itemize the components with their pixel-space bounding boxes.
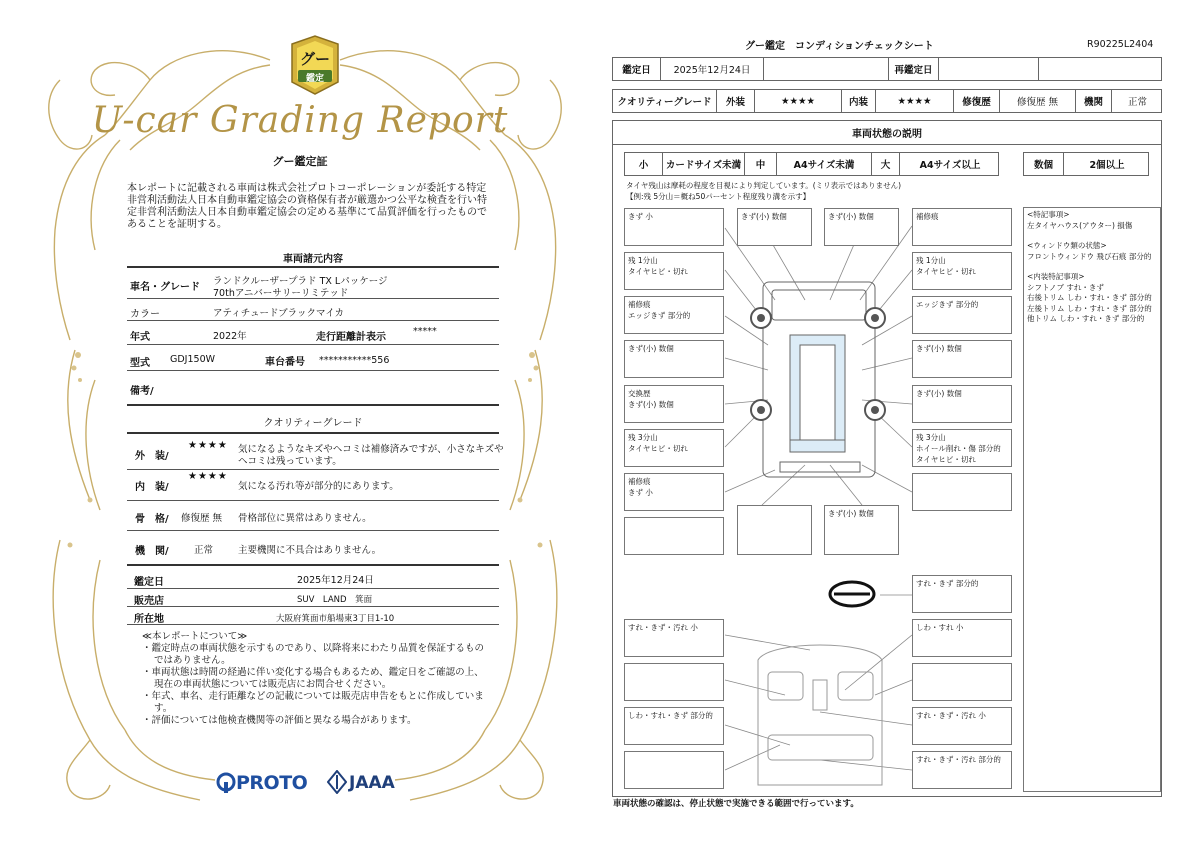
inspection-date-value: 2025年12月24日 <box>661 58 764 80</box>
damage-box <box>624 296 724 334</box>
notes-line: 左タイヤハウス(アウター) 損傷 <box>1027 220 1133 230</box>
damage-text: きず(小) 数個 <box>628 400 674 409</box>
shop-label: 販売店 <box>134 596 164 607</box>
damage-box <box>624 252 724 290</box>
frame-label: 骨 格/ <box>135 514 169 525</box>
interior-label: 内装 <box>842 90 876 112</box>
divider <box>127 500 499 501</box>
damage-box: きず(小) 数個 <box>737 208 812 246</box>
inspection-date-label: 鑑定日 <box>134 577 164 588</box>
notes-heading: <特記事項> <box>1027 210 1070 219</box>
damage-text: 補修痕 <box>628 477 651 486</box>
jaaa-logo-text: JAAA <box>349 773 395 793</box>
chassis-value: ***********556 <box>319 355 390 366</box>
exterior-stars: ★★★★ <box>188 440 228 451</box>
damage-text: エッジきず 部分的 <box>628 311 691 320</box>
legend-count-text: 2個以上 <box>1089 160 1125 171</box>
chassis-label: 車台番号 <box>265 357 305 368</box>
interior-stars: ★★★★ <box>876 90 954 112</box>
damage-text: 交換歴 <box>628 389 651 398</box>
notes-heading: <内装特記事項> <box>1027 272 1085 281</box>
divider <box>127 370 499 371</box>
interior-stars: ★★★★ <box>188 471 228 482</box>
legend-medium: 中 <box>745 153 777 175</box>
divider <box>127 298 499 299</box>
model-label: 型式 <box>130 358 150 369</box>
steering-wheel-icon <box>830 582 874 606</box>
model-value: GDJ150W <box>170 354 216 365</box>
interior-label: 内 装/ <box>135 482 169 493</box>
spacer <box>1027 262 1157 272</box>
damage-box <box>912 429 1012 467</box>
inspection-date-label: 鑑定日 <box>613 58 661 80</box>
report-script-title: U-car Grading Report <box>91 100 509 141</box>
goo-kantei-badge <box>288 34 342 96</box>
divider <box>127 588 499 589</box>
name-grade-value-line1: ランドクルーザープラド TX Lパッケージ <box>213 276 388 287</box>
condition-check-sheet <box>600 0 1200 848</box>
year-value: 2022年 <box>213 331 247 342</box>
engine-value: 正常 <box>1127 97 1147 108</box>
interior-box: すれ・きず 部分的 <box>912 575 1012 613</box>
divider <box>127 564 499 566</box>
grade-section-title: クオリティーグレード <box>263 418 363 429</box>
damage-box <box>912 473 1012 511</box>
damage-box: きず(小) 数個 <box>912 340 1012 378</box>
damage-box: きず(小) 数個 <box>912 385 1012 423</box>
shop-value: SUV LAND 箕面 <box>297 595 373 605</box>
repair-history-value: 修復歴 無 <box>1000 90 1076 112</box>
damage-box: きず(小) 数個 <box>824 505 899 555</box>
engine-value: 正常 <box>194 545 214 556</box>
damage-box <box>737 505 812 555</box>
exterior-text-line1: 気になるようなキズやヘコミは補修済みですが、小さなキズや <box>238 444 504 455</box>
damage-text: タイヤヒビ・切れ <box>628 444 688 453</box>
sheet-footer-note: 車両状態の確認は、停止状態で実施できる範囲で行っています。 <box>613 799 859 809</box>
inspection-date-value: 2025年12月24日 <box>297 575 374 586</box>
interior-text: 気になる汚れ等が部分的にあります。 <box>238 481 399 492</box>
exterior-stars: ★★★★ <box>755 90 842 112</box>
interior-box: しわ・すれ・きず 部分的 <box>624 707 724 745</box>
damage-text: タイヤヒビ・切れ <box>916 267 976 276</box>
proto-mark-icon <box>216 772 236 794</box>
color-label: カラー <box>130 309 160 320</box>
damage-text: 残 1分山 <box>916 256 946 265</box>
note-item: ・評価については他検査機関等の評価と異なる場合があります。 <box>142 715 417 726</box>
vehicle-condition-title: 車両状態の説明 <box>612 120 1162 145</box>
damage-box <box>912 252 1012 290</box>
car-interior-icon <box>758 645 882 785</box>
notes-line: シフトノブ すれ・きず <box>1027 282 1104 292</box>
address-value: 大阪府箕面市船場東3丁目1-10 <box>276 614 395 624</box>
damage-text: 残 3分山 <box>628 433 658 442</box>
divider <box>127 432 499 434</box>
tire-note-1: タイヤ残山は摩耗の程度を目視により判定しています。(ミリ表示ではありません) <box>626 181 902 190</box>
exterior-text-line2: ヘコミは残っています。 <box>238 456 342 467</box>
intro-paragraph: 本レポートに記載される車両は株式会社プロトコーポレーションが委託する特定非営利活動法人日本自動車鑑定協会の資格保有者が厳選かつ公平な検査を行い特定非営利活動法人日本自動車鑑定協会の定める基準にて品質評価を行ったものであることを証明する。 <box>127 183 487 230</box>
damage-text: ホイール削れ・傷 部分的 <box>916 444 1001 453</box>
engine-label: 機関 <box>1076 90 1112 112</box>
damage-text: タイヤヒビ・切れ <box>916 455 976 464</box>
legend-medium-text: A4サイズ未満 <box>777 153 872 175</box>
divider <box>127 404 499 406</box>
divider <box>127 469 499 470</box>
damage-box: きず 小 <box>624 208 724 246</box>
spec-section-title: 車両諸元内容 <box>283 254 343 265</box>
interior-box: しわ・すれ 小 <box>912 619 1012 657</box>
remarks-label: 備考/ <box>130 386 154 397</box>
damage-box: きず(小) 数個 <box>624 340 724 378</box>
certificate-title: グー鑑定証 <box>272 155 328 168</box>
note-item: ・鑑定時点の車両状態を示すものであり、以降将来にわたり品質を保証するものではありません。 <box>142 643 485 666</box>
repair-history-label: 修復歴 <box>954 90 1000 112</box>
car-top-view-icon <box>763 282 875 477</box>
divider <box>127 344 499 345</box>
badge-top-text: グー <box>299 50 330 68</box>
notes-line: 右後トリム しわ・すれ・きず 部分的 <box>1027 293 1152 302</box>
note-item: ・車両状態は時間の経過に伴い変化する場合もあるため、鑑定日をご確認の上、現在の車両状態については販売店にお問合せください。 <box>142 667 484 690</box>
damage-text: タイヤヒビ・切れ <box>628 267 688 276</box>
address-label: 所在地 <box>134 614 164 625</box>
mileage-value: ***** <box>413 326 437 337</box>
damage-box: 補修痕 <box>912 208 1012 246</box>
interior-box <box>624 751 724 789</box>
interior-box <box>624 663 724 701</box>
year-label: 年式 <box>130 332 150 343</box>
divider <box>127 266 499 268</box>
spacer <box>1027 231 1157 241</box>
frame-text: 骨格部位に異常はありません。 <box>238 513 372 524</box>
damage-text: きず 小 <box>628 488 653 497</box>
jaaa-mark-icon <box>327 770 347 794</box>
exterior-label: 外装 <box>717 90 755 112</box>
notes-line: 左後トリム しわ・すれ・きず 部分的 <box>1027 303 1152 313</box>
damage-text: 残 3分山 <box>916 433 946 442</box>
legend-large-text: A4サイズ以上 <box>919 160 981 171</box>
exterior-label: 外 装/ <box>135 451 169 462</box>
report-notes <box>142 631 492 727</box>
frame-value: 修復歴 無 <box>181 513 223 524</box>
damage-text: 補修痕 <box>628 300 651 309</box>
reinspection-date-label: 再鑑定日 <box>889 58 939 80</box>
divider <box>127 606 499 607</box>
legend-large: 大 <box>872 153 900 175</box>
proto-logo-text: PROTO <box>236 772 308 794</box>
damage-box <box>624 517 724 555</box>
legend-small: 小 <box>625 153 663 175</box>
damage-box: きず(小) 数個 <box>824 208 899 246</box>
note-item: ・年式、車名、走行距離などの記載については販売店申告をもとに作成しています。 <box>142 691 484 714</box>
interior-box: すれ・きず・汚れ 小 <box>912 707 1012 745</box>
divider <box>127 320 499 321</box>
divider <box>127 624 499 625</box>
notes-title: ≪本レポートについて≫ <box>142 631 248 642</box>
tire-note-2: 【例:残 5分山＝概ね50パーセント程度残り溝を示す】 <box>626 192 811 201</box>
special-notes <box>1023 207 1161 792</box>
damage-box: エッジきず 部分的 <box>912 296 1012 334</box>
quality-grade-label: クオリティーグレード <box>613 90 717 112</box>
damage-box <box>624 385 724 423</box>
legend-small-text: カードサイズ未満 <box>663 153 745 175</box>
interior-box: すれ・きず・汚れ 小 <box>624 619 724 657</box>
mileage-label: 走行距離計表示 <box>316 332 386 343</box>
name-grade-label: 車名・グレード <box>130 282 200 293</box>
notes-line: 他トリム しわ・すれ・きず 部分的 <box>1027 314 1145 323</box>
color-value: アティチュードブラックマイカ <box>213 308 345 319</box>
badge-bottom-text: 鑑定 <box>305 74 324 84</box>
name-grade-value-line2: 70thアニバーサリーリミテッド <box>213 288 349 299</box>
damage-box <box>624 429 724 467</box>
notes-heading: <ウィンドウ類の状態> <box>1027 241 1107 250</box>
damage-text: 残 1分山 <box>628 256 658 265</box>
legend-count: 数個 <box>1024 153 1064 175</box>
interior-box <box>912 663 1012 701</box>
engine-label: 機 関/ <box>135 546 169 557</box>
sheet-number: R90225L2404 <box>1087 39 1154 50</box>
engine-text: 主要機関に不具合はありません。 <box>238 545 382 556</box>
damage-box <box>624 473 724 511</box>
sheet-title: グー鑑定 コンディションチェックシート <box>745 41 934 52</box>
divider <box>127 530 499 531</box>
interior-box: すれ・きず・汚れ 部分的 <box>912 751 1012 789</box>
notes-line: フロントウィンドウ 飛び石痕 部分的 <box>1027 251 1152 261</box>
